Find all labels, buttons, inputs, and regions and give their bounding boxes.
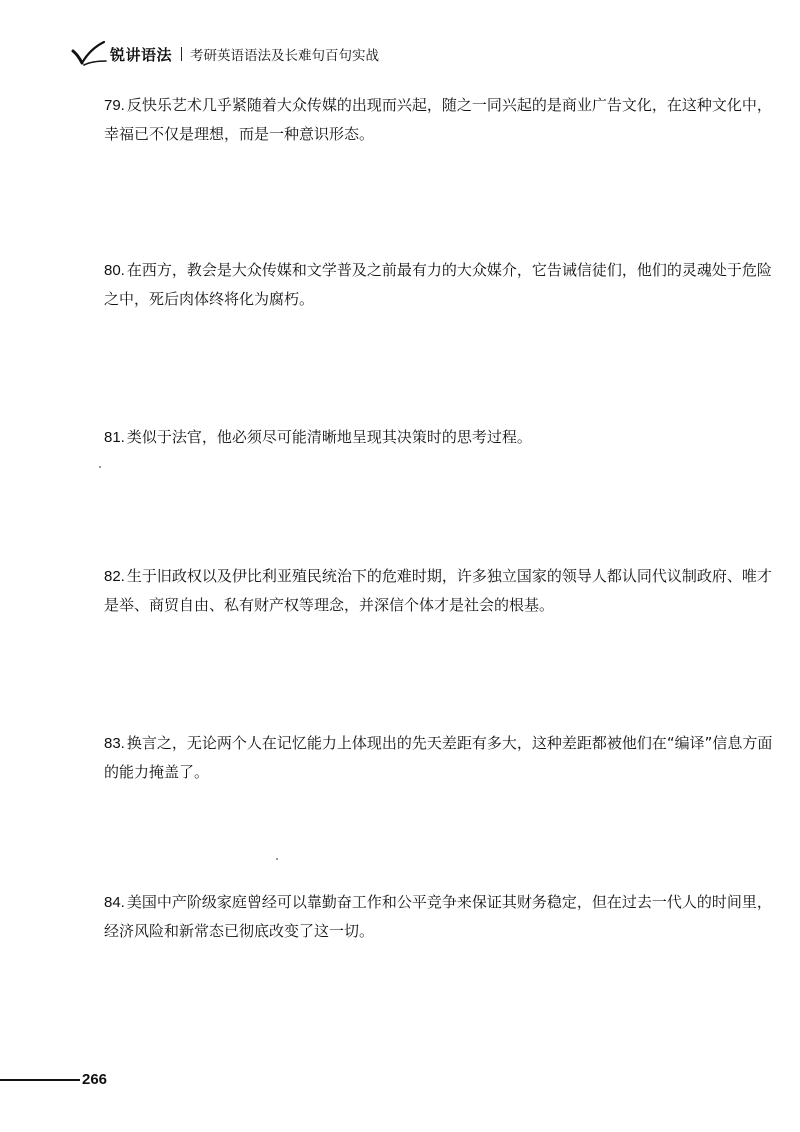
item-text: 类似于法官，他必须尽可能清晰地呈现其决策时的思考过程。 xyxy=(126,428,532,446)
item-number: 82. xyxy=(104,568,125,585)
sentence-item-82 xyxy=(104,562,776,619)
item-text: 生于旧政权以及伊比利亚殖民统治下的危难时期，许多独立国家的领导人都认同代议制政府、唯才是举、商贸自由、私有财产权等理念，并深信个体才是社会的根基。 xyxy=(104,567,772,614)
sentence-item-84 xyxy=(104,888,776,945)
page-number: 266 xyxy=(82,1071,108,1088)
brand-logo-icon xyxy=(70,39,108,69)
item-number: 80. xyxy=(104,262,125,279)
scan-speck xyxy=(276,858,278,860)
item-number: 83. xyxy=(104,735,125,752)
item-text: 美国中产阶级家庭曾经可以靠勤奋工作和公平竞争来保证其财务稳定，但在过去一代人的时间里，经济风险和新常态已彻底改变了这一切。 xyxy=(104,893,772,940)
footer-rule xyxy=(0,1079,80,1081)
book-title: 考研英语语法及长难句百句实战 xyxy=(190,48,380,64)
sentence-item-80 xyxy=(104,256,776,313)
page-footer xyxy=(0,1071,107,1088)
brand-name: 锐讲语法 xyxy=(110,45,173,64)
sentence-item-79 xyxy=(104,91,776,148)
item-text: 换言之，无论两个人在记忆能力上体现出的先天差距有多大，这种差距都被他们在“编译”信息方面的能力掩盖了。 xyxy=(104,734,773,781)
scan-speck xyxy=(99,466,101,468)
running-header xyxy=(70,34,379,74)
item-text: 反快乐艺术几乎紧随着大众传媒的出现而兴起，随之一同兴起的是商业广告文化，在这种文化中，幸福已不仅是理想，而是一种意识形态。 xyxy=(104,96,772,143)
item-number: 81. xyxy=(104,429,125,446)
header-separator xyxy=(181,47,182,61)
item-number: 84. xyxy=(104,894,125,911)
sentence-item-81 xyxy=(104,423,776,452)
item-number: 79. xyxy=(104,97,125,114)
sentence-item-83 xyxy=(104,729,776,786)
item-text: 在西方，教会是大众传媒和文学普及之前最有力的大众媒介，它告诫信徒们，他们的灵魂处于危险之中，死后肉体终将化为腐朽。 xyxy=(104,261,772,308)
